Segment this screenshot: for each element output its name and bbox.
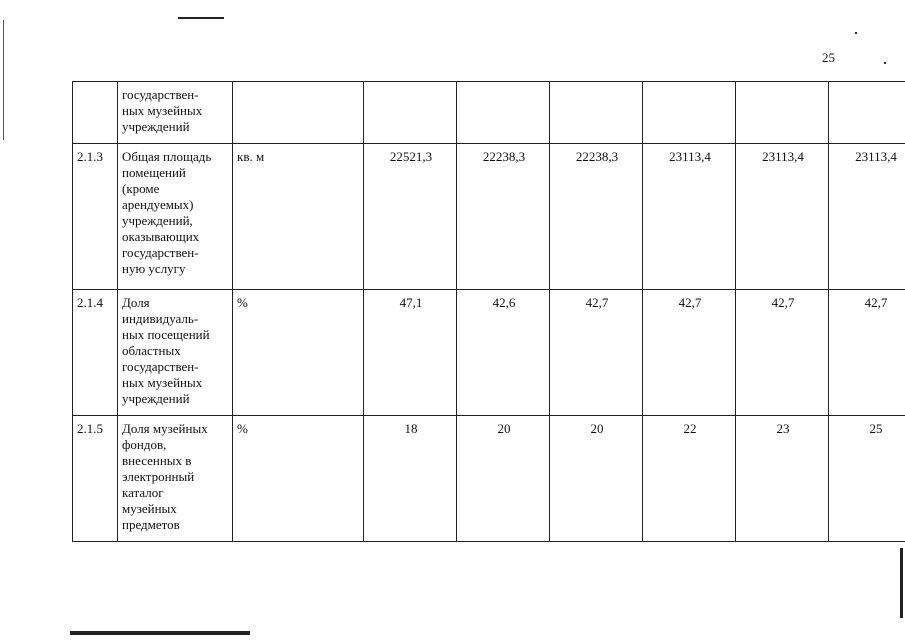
row-value: 23 <box>736 416 829 542</box>
row-value <box>643 82 736 144</box>
row-value: 42,7 <box>550 290 643 416</box>
row-value: 18 <box>364 416 457 542</box>
row-unit: % <box>233 290 364 416</box>
row-value: 25 <box>829 416 905 542</box>
row-unit: % <box>233 416 364 542</box>
table-row <box>73 82 905 144</box>
row-name-text: Доля индивидуаль- ных посещений областных государствен- ных музейных учреждений <box>122 295 210 406</box>
row-value: 22 <box>643 416 736 542</box>
row-value: 20 <box>550 416 643 542</box>
page-number: 25 <box>822 50 835 65</box>
row-value <box>457 82 550 144</box>
row-value: 22238,3 <box>457 144 550 290</box>
scan-line-left <box>3 20 4 140</box>
row-name-text: государствен- ных музейных учреждений <box>122 87 203 134</box>
row-value <box>364 82 457 144</box>
row-name-text: Общая площадь помещений (кроме арендуемых) учреждений, оказывающих государствен- ную услугу <box>122 149 212 276</box>
row-value: 22238,3 <box>550 144 643 290</box>
row-name <box>118 290 233 416</box>
row-value: 42,7 <box>829 290 905 416</box>
row-code: 2.1.5 <box>73 416 118 542</box>
table-row <box>73 144 905 290</box>
row-value: 42,7 <box>736 290 829 416</box>
scan-line-top <box>178 17 224 19</box>
row-value: 23113,4 <box>643 144 736 290</box>
row-value: 47,1 <box>364 290 457 416</box>
row-name <box>118 144 233 290</box>
row-value <box>550 82 643 144</box>
scan-line-bottom <box>70 631 250 635</box>
row-unit <box>233 82 364 144</box>
indicators-table <box>72 81 905 542</box>
row-code <box>73 82 118 144</box>
row-name-text: Доля музейных фондов, внесенных в электронный каталог музейных предметов <box>122 421 208 532</box>
row-code: 2.1.3 <box>73 144 118 290</box>
row-value: 42,6 <box>457 290 550 416</box>
scan-dot <box>884 62 886 64</box>
row-unit: кв. м <box>233 144 364 290</box>
table-row <box>73 416 905 542</box>
row-value <box>829 82 905 144</box>
row-value <box>736 82 829 144</box>
scan-line-right <box>900 548 903 618</box>
row-code: 2.1.4 <box>73 290 118 416</box>
row-value: 42,7 <box>643 290 736 416</box>
scan-dot <box>855 32 857 34</box>
row-value: 23113,4 <box>829 144 905 290</box>
table-row <box>73 290 905 416</box>
row-name <box>118 416 233 542</box>
row-value: 20 <box>457 416 550 542</box>
row-value: 22521,3 <box>364 144 457 290</box>
row-value: 23113,4 <box>736 144 829 290</box>
row-name <box>118 82 233 144</box>
